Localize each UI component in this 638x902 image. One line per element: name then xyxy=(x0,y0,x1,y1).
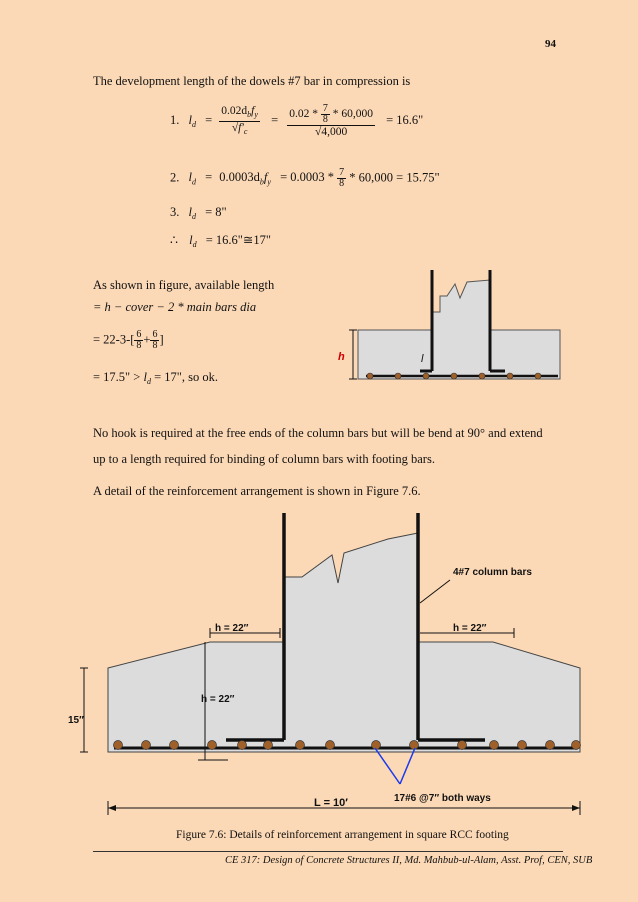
equation-3: 3. $l_d = 8$" xyxy=(170,205,227,221)
equation-2: 2. $l_d = 0.0003d_bf_y = 0.0003$ * $\frac{7}{8}$ * 60,000 = 15.75" xyxy=(170,167,440,189)
h-left-label: h = 22″ xyxy=(215,623,249,634)
small-h-label: h xyxy=(338,351,345,363)
blue-arrow-left xyxy=(375,748,400,784)
equation-4: ∴ $l_d$ = 16.6"≅17" xyxy=(170,233,271,249)
hook-text-line-1: No hook is required at the free ends of the column bars but will be bend at 90° and extend xyxy=(93,426,543,440)
h-mid-label: h = 22″ xyxy=(201,694,235,705)
available-length-calc: = 22-3-[ $\frac{6}{8}$ + $\frac{6}{8}$ ] xyxy=(93,329,164,351)
blue-arrow-right xyxy=(400,748,415,784)
available-length-text: As shown in figure, available length xyxy=(93,278,275,292)
footing-detail-figure xyxy=(70,505,600,825)
bottom-bars-label: 17#6 @7″ both ways xyxy=(394,793,491,804)
depth-label: 15″ xyxy=(68,715,84,726)
available-length-result: = 17.5" > $l_d = 17$", so ok. xyxy=(93,370,218,386)
hook-text-line-2: up to a length required for binding of column bars with footing bars. xyxy=(93,452,435,466)
figure-caption: Figure 7.6: Details of reinforcement arrangement in square RCC footing xyxy=(176,829,509,841)
small-footing-figure xyxy=(340,268,570,386)
page-number: 94 xyxy=(545,38,556,50)
footer-rule xyxy=(93,851,563,852)
footing-concrete xyxy=(108,533,580,752)
page-footer: CE 317: Design of Concrete Structures II, Md. Mahbub-ul-Alam, Asst. Prof, CEN, SUB xyxy=(225,855,593,866)
equation-1: 1. $l_d$ = $\frac{0.02d_bf_y}{√f'_c}$ = 0.02 * $\frac{7}{8}$ * 60,000 √4,000 = 16.6" xyxy=(170,103,424,138)
small-l-label: l xyxy=(421,353,424,365)
intro-text: The development length of the dowels #7 bar in compression is xyxy=(93,74,411,88)
column-bars-label: 4#7 column bars xyxy=(453,567,532,578)
length-label: L = 10′ xyxy=(314,797,348,809)
h-right-label: h = 22″ xyxy=(453,623,487,634)
detail-text: A detail of the reinforcement arrangement is shown in Figure 7.6. xyxy=(93,484,421,498)
available-length-formula: = h − cover − 2 * main bars dia xyxy=(93,300,257,314)
